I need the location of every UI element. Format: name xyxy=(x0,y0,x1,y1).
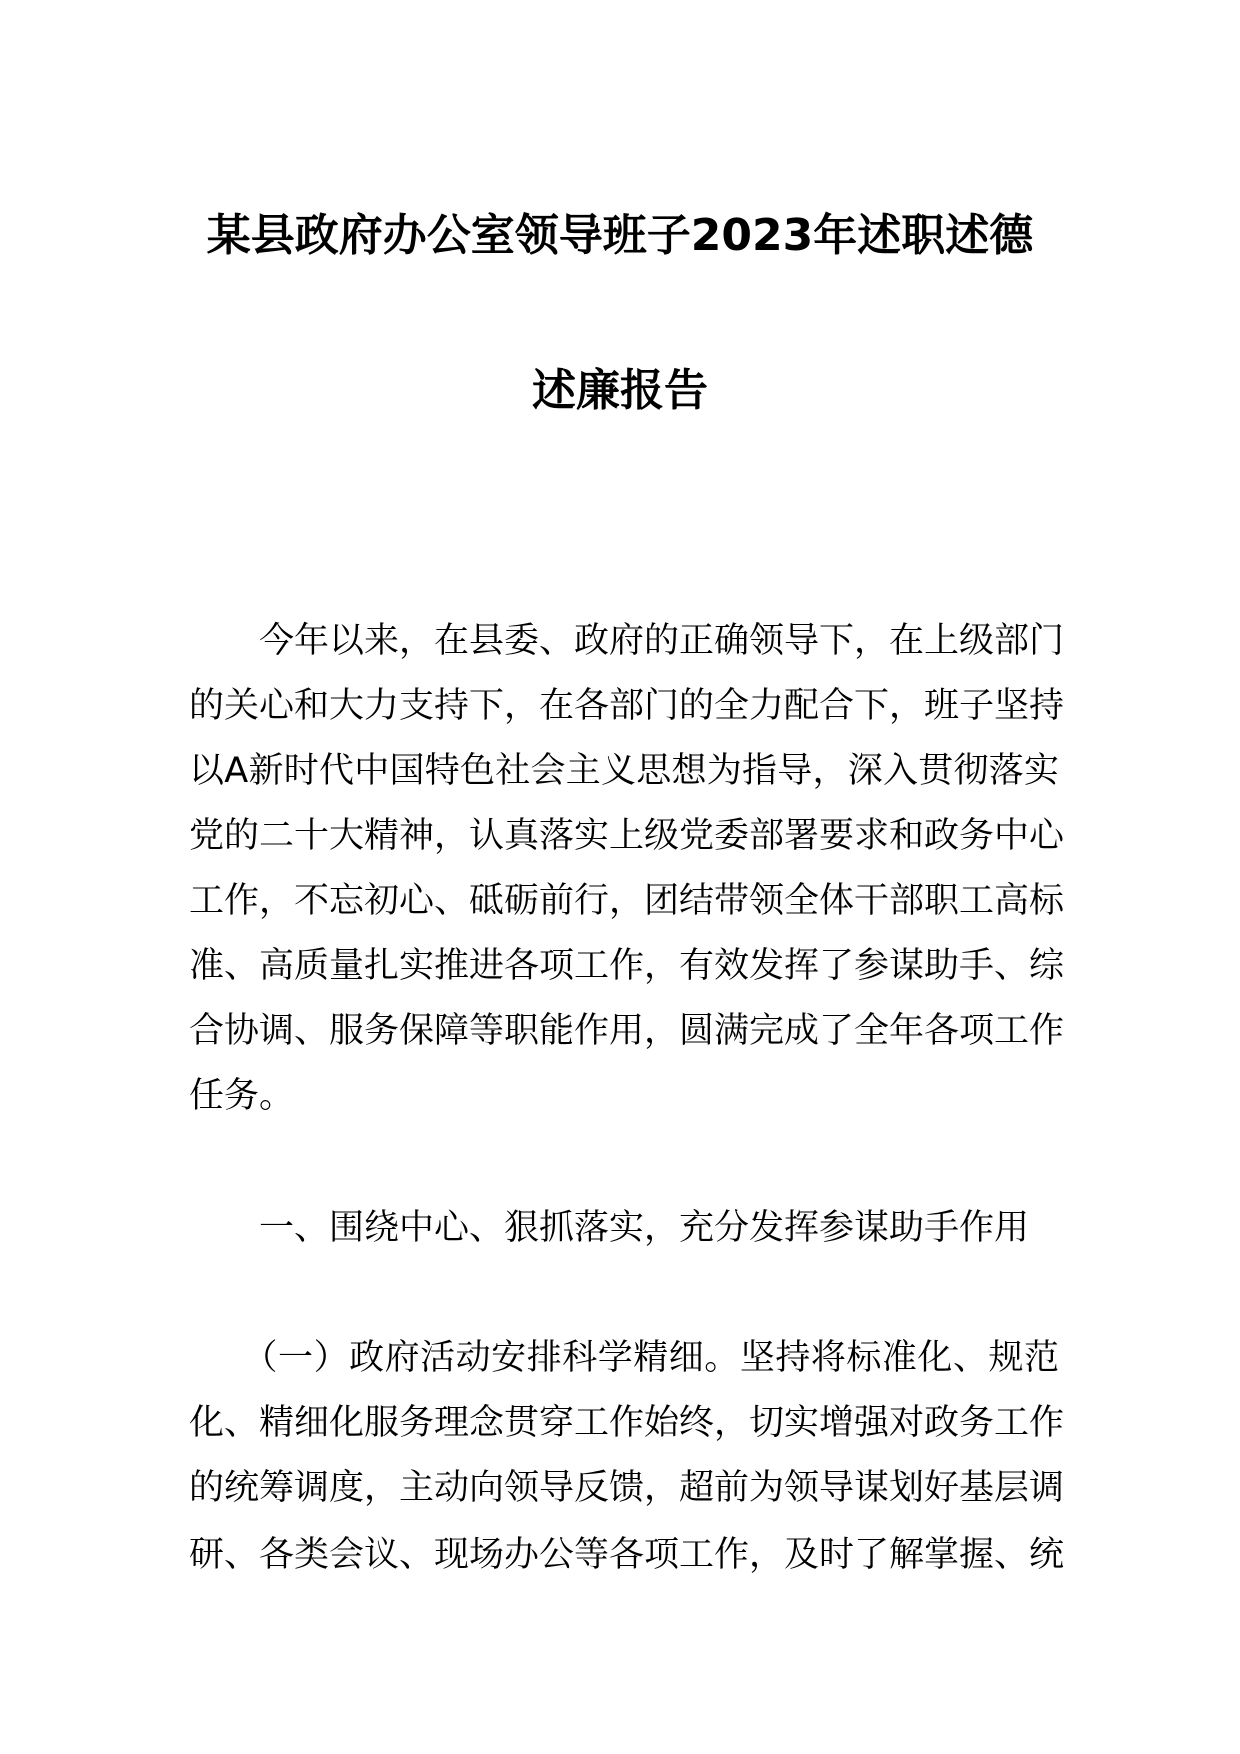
text-line: 化、精细化服务理念贯穿工作始终，切实增强对政务工作 xyxy=(189,1403,1065,1443)
text-line: 工作，不忘初心、砥砺前行，团结带领全体干部职工高标 xyxy=(189,881,1065,921)
text-line: 的关心和大力支持下，在各部门的全力配合下，班子坚持 xyxy=(189,686,1065,726)
text-line: 今年以来，在县委、政府的正确领导下，在上级部门 xyxy=(189,621,1065,661)
section-heading: 一、围绕中心、狠抓落实，充分发挥参谋助手作用 xyxy=(189,1208,1030,1248)
text-line: 准、高质量扎实推进各项工作，有效发挥了参谋助手、综 xyxy=(189,946,1065,986)
text-line: 的统筹调度，主动向领导反馈，超前为领导谋划好基层调 xyxy=(189,1468,1065,1508)
text-line: （一）政府活动安排科学精细。坚持将标准化、规范 xyxy=(189,1338,1059,1378)
text-line: 研、各类会议、现场办公等各项工作，及时了解掌握、统 xyxy=(189,1535,1065,1575)
text-line: 以A新时代中国特色社会主义思想为指导，深入贯彻落实 xyxy=(189,751,1059,791)
text-line: 任务。 xyxy=(189,1076,295,1116)
text-line: 党的二十大精神，认真落实上级党委部署要求和政务中心 xyxy=(189,816,1065,856)
text-line: 合协调、服务保障等职能作用，圆满完成了全年各项工作 xyxy=(189,1011,1065,1051)
document-title-line-2: 述廉报告 xyxy=(532,365,708,416)
document-title-line-1: 某县政府办公室领导班子2023年述职述德 xyxy=(206,210,1034,261)
